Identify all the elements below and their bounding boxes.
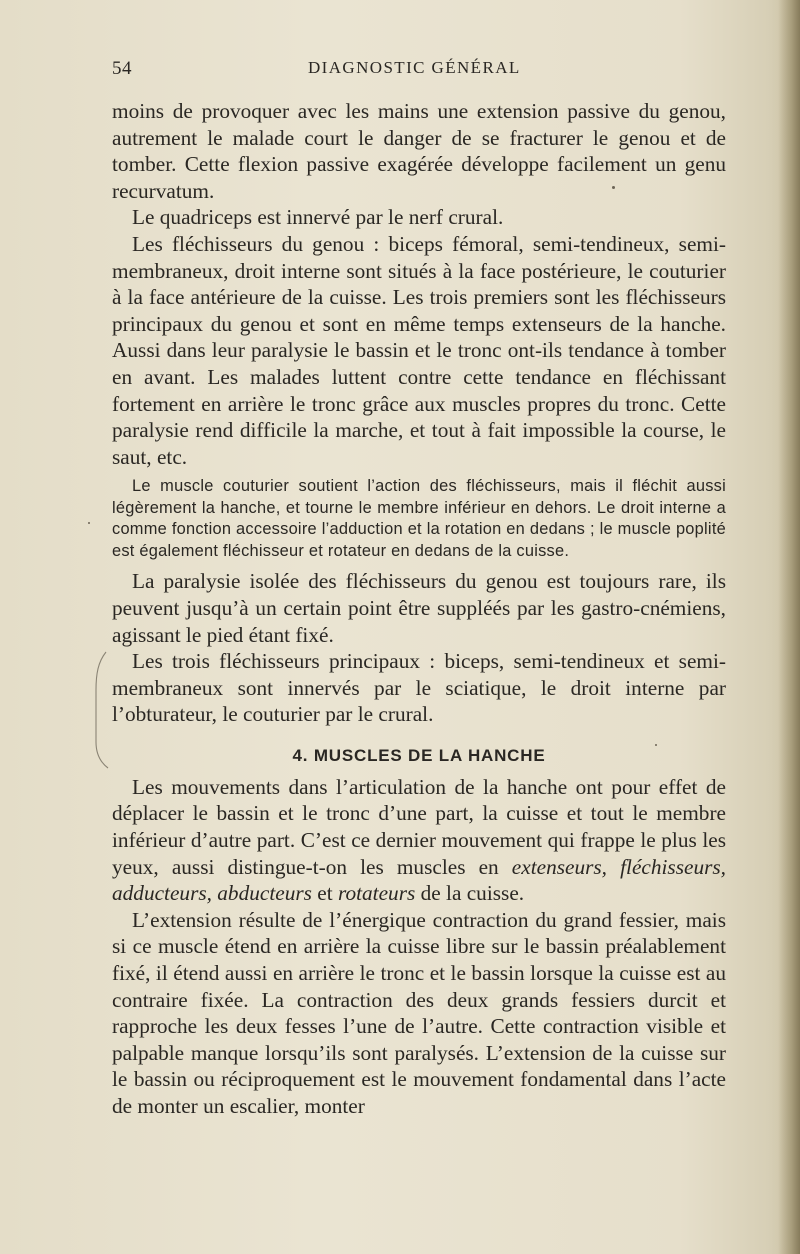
- footnote-paragraph: Le muscle couturier soutient l’action des fléchisseurs, mais il fléchit aussi légèrement la hanche, et tourne le membre inférieur en dehors. Le droit interne a comme fonction accessoire l’adduction et la rotation en dedans ; le muscle poplité est également fléchisseur et rotateur en dedans de la cuisse.: [112, 477, 726, 560]
- paragraph: Les fléchisseurs du genou : biceps fémoral, semi-tendineux, semi-membraneux, droit interne sont situés à la face postérieure, le couturier à la face antérieure de la cuisse. Les trois premiers sont les fléchisseurs principaux du genou et sont en même temps extenseurs de la hanche. Aussi dans leur paralysie le bassin et le tronc ont-ils tendance à tomber en avant. Les malades luttent contre cette tendance en fléchissant fortement en arrière le tronc grâce aux muscles propres du tronc. Cette paralysie rend difficile la marche, et tout à fait impossible la course, le saut, etc.: [112, 231, 726, 469]
- paragraph-italic-text: rotateurs: [337, 881, 416, 906]
- paragraph-text: de la cuisse.: [415, 881, 525, 906]
- paragraph: La paralysie isolée des fléchisseurs du genou est toujours rare, ils peuvent jusqu’à un certain point être suppléés par les gastro-cnémiens, agissant le pied étant fixé.: [112, 569, 726, 647]
- running-header: [112, 58, 724, 84]
- ink-speck: [88, 522, 90, 524]
- paragraph-text: et: [311, 881, 338, 906]
- running-title: DIAGNOSTIC GÉNÉRAL: [308, 58, 521, 77]
- page-edge-shadow: [778, 0, 800, 1254]
- paragraph: Le quadriceps est innervé par le nerf crural.: [132, 205, 504, 230]
- pencil-bracket-mark: [92, 650, 110, 770]
- page-body: [112, 98, 726, 1120]
- paragraph-text: Les mouvements dans l’articulation de la hanche ont pour effet de déplacer le bassin et le tronc d’une part, la cuisse et tout le membre inférieur d’autre part. C’est ce dernier mouvement qui frappe le plus les yeux, aussi distingue-t-on les muscles en: [112, 774, 726, 879]
- section-heading: 4. MUSCLES DE LA HANCHE: [292, 745, 546, 765]
- page-number: 54: [112, 58, 132, 79]
- paragraph: Les trois fléchisseurs principaux : biceps, semi-tendineux et semi-membraneux sont innervés par le sciatique, le droit interne par l’obturateur, le couturier par le crural.: [112, 649, 726, 727]
- paragraph-italic-text: extenseurs, fléchisseurs, adducteurs, abducteurs: [112, 854, 726, 906]
- paragraph: [112, 774, 726, 907]
- paragraph: moins de provoquer avec les mains une extension passive du genou, autrement le malade court le danger de se fracturer le genou et de tomber. Cette flexion passive exagérée développe facilement un genu recurvatum.: [112, 99, 726, 203]
- paragraph: L’extension résulte de l’énergique contraction du grand fessier, mais si ce muscle étend en arrière la cuisse libre sur le bassin préalablement fixé, il étend aussi en arrière le tronc et le bassin lorsque la cuisse est au contraire fixée. La contraction des deux grands fessiers durcit et rapproche les deux fesses l’une de l’autre. Cette contraction visible et palpable manque lorsqu’ils sont paralysés. L’extension de la cuisse sur le bassin ou réciproquement est le mouvement fondamental dans l’acte de monter un escalier, monter: [112, 907, 726, 1118]
